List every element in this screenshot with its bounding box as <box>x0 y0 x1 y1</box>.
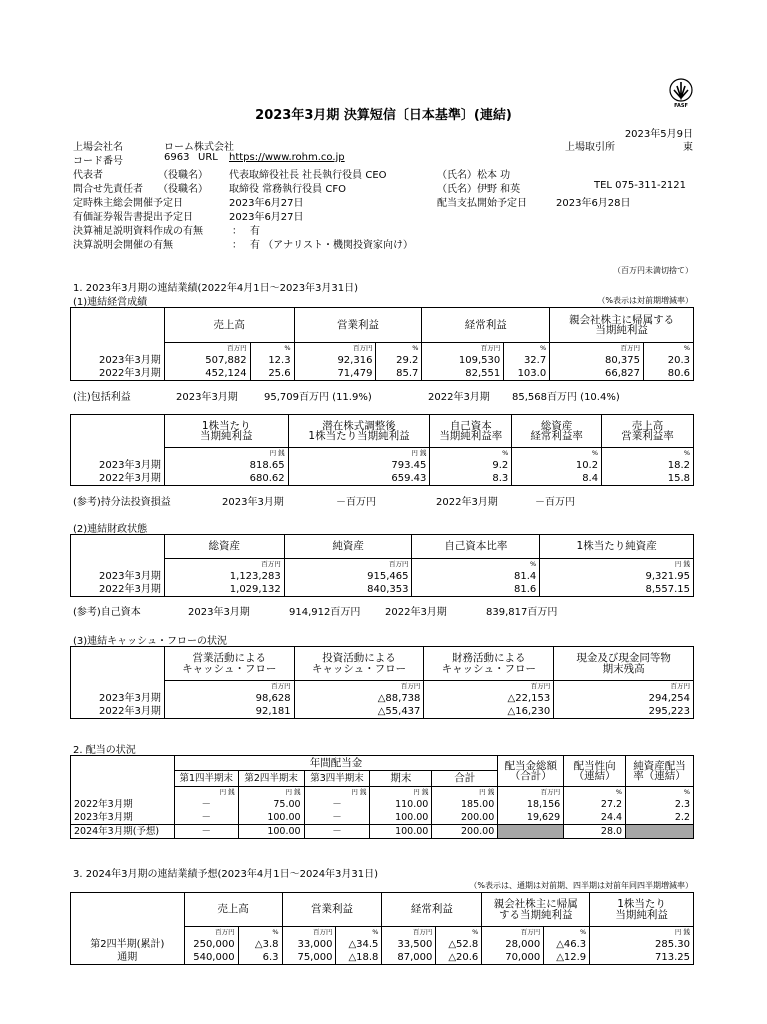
section4-title: 2. 配当の状況 <box>73 745 136 756</box>
table-cell: 百万円 <box>184 927 238 939</box>
table-row <box>71 354 694 367</box>
dividends-table <box>70 755 694 839</box>
contact-tel: TEL 075-311-2121 <box>594 180 687 191</box>
table-cell: 2022年3月期 <box>71 583 165 597</box>
col-year-end: 期末 <box>370 771 432 787</box>
table-cell: 200.00 <box>432 811 498 825</box>
table-cell: % <box>602 448 694 460</box>
table-cell: 15.8 <box>602 472 694 486</box>
table-cell: 98,628 <box>164 692 294 705</box>
table-row <box>71 570 694 583</box>
table-cell: 82,551 <box>422 367 504 381</box>
col-diluted-eps: 潜在株式調整後 1株当たり当期純利益 <box>288 415 430 448</box>
table-cell: － <box>174 798 238 811</box>
table-cell: 109,530 <box>422 354 504 367</box>
table-cell: △52.8 <box>436 938 482 951</box>
table-cell <box>71 559 165 571</box>
section1-note: （%表示は対前期増減率） <box>597 296 693 305</box>
col-operating-cf: 営業活動による キャッシュ・フロー <box>164 647 294 681</box>
table-cell: 2023年3月期 <box>71 692 165 705</box>
col-net-assets: 純資産 <box>284 535 412 559</box>
table-cell: 百万円 <box>498 787 564 799</box>
table-cell: 28.0 <box>564 825 626 839</box>
rep-label: 代表者 <box>73 170 103 181</box>
table-cell <box>71 787 175 799</box>
table-row <box>71 415 694 448</box>
section2-title: (2)連結財政状態 <box>73 524 148 535</box>
company-label: 上場会社名 <box>73 142 123 153</box>
table-cell: 915,465 <box>284 570 412 583</box>
table-cell: 2.3 <box>626 798 694 811</box>
table-cell: 80,375 <box>550 354 644 367</box>
table-cell <box>71 893 185 927</box>
table-cell: 百万円 <box>164 559 284 571</box>
table-cell: 540,000 <box>184 951 238 965</box>
table-cell: 29.2 <box>376 354 422 367</box>
annual-dividend-header: 年間配当金 <box>174 756 497 771</box>
table-cell: △34.5 <box>336 938 382 951</box>
table-row <box>71 583 694 597</box>
table-row <box>71 367 694 381</box>
table-cell: 円 銭 <box>432 787 498 799</box>
table-row <box>71 472 694 486</box>
table-cell: 百万円 <box>422 343 504 355</box>
report-date: 2023年5月9日 <box>624 129 693 140</box>
col-fc-eps: 1株当たり 当期純利益 <box>590 893 694 927</box>
table-cell: 円 銭 <box>288 448 430 460</box>
section5-note: （%表示は、通期は対前期、四半期は対前年同四半期増減率） <box>469 881 693 890</box>
table-cell: 6.3 <box>238 951 282 965</box>
contact-title: 取締役 常務執行役員 CFO <box>229 184 346 195</box>
exchange-label: 上場取引所 <box>565 142 615 153</box>
supp-colon: ： <box>232 226 242 237</box>
table-cell: － <box>304 825 370 839</box>
table-row <box>71 343 694 355</box>
url-label: URL <box>198 152 218 163</box>
table-row <box>71 798 694 811</box>
table-cell: 100.00 <box>238 811 304 825</box>
col-equity-ratio: 自己資本比率 <box>412 535 540 559</box>
table-row <box>71 308 694 343</box>
table-cell: 第2四半期(累計) <box>71 938 185 951</box>
table-cell <box>71 535 165 559</box>
comprehensive-income-label: (注)包括利益 <box>73 392 131 403</box>
table-cell: － <box>304 798 370 811</box>
table-cell: 294,254 <box>554 692 694 705</box>
table-cell: 92,181 <box>164 705 294 719</box>
table-row <box>71 705 694 719</box>
table-cell: 713.25 <box>590 951 694 965</box>
table-cell: 33,500 <box>382 938 436 951</box>
equity-method-label: (参考)持分法投資損益 <box>73 497 171 508</box>
col-payout-ratio: 配当性向 （連結） <box>564 756 626 787</box>
col-fc-sales: 売上高 <box>184 893 282 927</box>
table-cell: 818.65 <box>164 459 288 472</box>
table-cell: 100.00 <box>238 825 304 839</box>
table-cell: － <box>174 811 238 825</box>
comp-year2: 2022年3月期 <box>428 392 490 403</box>
table-cell <box>626 825 694 839</box>
agm-label: 定時株主総会開催予定日 <box>73 198 183 209</box>
table-cell: 100.00 <box>370 811 432 825</box>
table-row <box>71 927 694 939</box>
own-capital-year1: 2023年3月期 <box>188 607 250 618</box>
table-cell: 452,124 <box>164 367 250 381</box>
supp-value: 有 <box>250 226 260 237</box>
financial-position-table <box>70 534 694 597</box>
own-capital-value2: 839,817百万円 <box>486 607 558 618</box>
table-cell: 793.45 <box>288 459 430 472</box>
meeting-value: 有 （アナリスト・機関投資家向け） <box>250 240 413 251</box>
table-cell: 百万円 <box>294 343 376 355</box>
col-sales: 売上高 <box>164 308 294 343</box>
table-row <box>71 535 694 559</box>
table-cell: 百万円 <box>550 343 644 355</box>
table-row <box>71 559 694 571</box>
table-cell: △18.8 <box>336 951 382 965</box>
table-cell: 75,000 <box>282 951 336 965</box>
table-cell <box>71 343 165 355</box>
table-cell: % <box>430 448 512 460</box>
own-capital-year2: 2022年3月期 <box>385 607 447 618</box>
table-cell: 85.7 <box>376 367 422 381</box>
table-cell: 75.00 <box>238 798 304 811</box>
col-q3: 第3四半期末 <box>304 771 370 787</box>
table-cell: 680.62 <box>164 472 288 486</box>
table-cell: % <box>412 559 540 571</box>
table-cell: 507,882 <box>164 354 250 367</box>
page-title: 2023年3月期 決算短信〔日本基準〕(連結) <box>255 108 512 123</box>
col-ordinary-income: 経常利益 <box>422 308 550 343</box>
table-cell: 20.3 <box>644 354 694 367</box>
table-cell: △16,230 <box>424 705 554 719</box>
table-cell: 百万円 <box>382 927 436 939</box>
table-cell: 19,629 <box>498 811 564 825</box>
table-row <box>71 756 694 771</box>
code-label: コード番号 <box>73 156 123 167</box>
table-cell: % <box>644 343 694 355</box>
col-financing-cf: 財務活動による キャッシュ・フロー <box>424 647 554 681</box>
col-net-income: 親会社株主に帰属する 当期純利益 <box>550 308 694 343</box>
exchange-value: 東 <box>683 142 693 153</box>
comp-value2: 85,568百万円 (10.4%) <box>512 392 620 403</box>
table-cell <box>71 415 165 448</box>
table-cell: 24.4 <box>564 811 626 825</box>
table-cell: % <box>512 448 602 460</box>
col-fc-op-income: 営業利益 <box>282 893 382 927</box>
table-cell: 百万円 <box>482 927 544 939</box>
col-q1: 第1四半期末 <box>174 771 238 787</box>
table-row <box>71 459 694 472</box>
table-cell: 103.0 <box>504 367 550 381</box>
table-cell: 87,000 <box>382 951 436 965</box>
table-cell: 円 銭 <box>370 787 432 799</box>
table-cell: 18.2 <box>602 459 694 472</box>
table-row <box>71 825 694 839</box>
div-start-label: 配当支払開始予定日 <box>437 198 527 209</box>
operating-results-table <box>70 307 694 381</box>
table-cell: 33,000 <box>282 938 336 951</box>
table-cell: % <box>436 927 482 939</box>
table-cell: 円 銭 <box>238 787 304 799</box>
div-start-date: 2023年6月28日 <box>556 198 631 209</box>
table-cell <box>71 681 165 693</box>
col-op-income: 営業利益 <box>294 308 422 343</box>
table-cell: 81.4 <box>412 570 540 583</box>
table-cell: 円 銭 <box>540 559 694 571</box>
equity-value1: －百万円 <box>336 497 376 508</box>
col-investing-cf: 投資活動による キャッシュ・フロー <box>294 647 424 681</box>
svg-text:FASF: FASF <box>674 103 688 108</box>
section5-title: 3. 2024年3月期の連結業績予想(2023年4月1日～2024年3月31日) <box>73 869 379 880</box>
forecast-table <box>70 892 694 965</box>
table-cell: 18,156 <box>498 798 564 811</box>
table-cell: 9.2 <box>430 459 512 472</box>
rep-name-label: （氏名） <box>437 170 477 181</box>
supp-label: 決算補足説明資料作成の有無 <box>73 226 203 237</box>
table-cell: △3.8 <box>238 938 282 951</box>
own-capital-label: (参考)自己資本 <box>73 607 141 618</box>
comp-value1: 95,709百万円 (11.9%) <box>264 392 372 403</box>
per-share-table <box>70 414 694 486</box>
table-cell: △12.9 <box>544 951 590 965</box>
table-row <box>71 681 694 693</box>
table-cell: 25.6 <box>250 367 294 381</box>
table-cell: 百万円 <box>424 681 554 693</box>
table-cell <box>71 448 165 460</box>
table-cell: 2024年3月期(予想) <box>71 825 175 839</box>
col-total-assets: 総資産 <box>164 535 284 559</box>
table-cell: 185.00 <box>432 798 498 811</box>
table-cell: 2023年3月期 <box>71 570 165 583</box>
table-cell: 百万円 <box>164 681 294 693</box>
table-cell: % <box>250 343 294 355</box>
table-cell: % <box>336 927 382 939</box>
meeting-colon: ： <box>232 240 242 251</box>
table-cell: 円 銭 <box>164 448 288 460</box>
table-cell: 1,123,283 <box>164 570 284 583</box>
table-cell: 百万円 <box>284 559 412 571</box>
contact-name: 伊野 和英 <box>477 184 521 195</box>
table-cell: 8,557.15 <box>540 583 694 597</box>
table-cell: % <box>544 927 590 939</box>
rep-title-label: （役職名） <box>158 170 208 181</box>
table-cell: 円 銭 <box>174 787 238 799</box>
table-cell: 円 銭 <box>590 927 694 939</box>
col-total-dividend: 配当金総額 （合計） <box>498 756 564 787</box>
table-cell <box>498 825 564 839</box>
equity-year1: 2023年3月期 <box>222 497 284 508</box>
table-row <box>71 811 694 825</box>
col-roa: 総資産 経常利益率 <box>512 415 602 448</box>
col-roe: 自己資本 当期純利益率 <box>430 415 512 448</box>
section1-sub: (1)連結経営成績 <box>73 297 148 308</box>
table-cell: 2023年3月期 <box>71 811 175 825</box>
table-cell <box>71 308 165 343</box>
table-cell: 71,479 <box>294 367 376 381</box>
table-cell: 2022年3月期 <box>71 367 165 381</box>
code-value: 6963 <box>164 152 190 163</box>
table-cell: － <box>174 825 238 839</box>
meeting-label: 決算説明会開催の有無 <box>73 240 173 251</box>
table-cell: 8.3 <box>430 472 512 486</box>
company-name: ローム株式会社 <box>164 142 234 153</box>
table-cell: △55,437 <box>294 705 424 719</box>
table-cell: △22,153 <box>424 692 554 705</box>
table-cell: 285.30 <box>590 938 694 951</box>
table-cell: 250,000 <box>184 938 238 951</box>
equity-year2: 2022年3月期 <box>436 497 498 508</box>
col-eps: 1株当たり 当期純利益 <box>164 415 288 448</box>
table-cell: 百万円 <box>294 681 424 693</box>
table-cell: 12.3 <box>250 354 294 367</box>
rep-title: 代表取締役社長 社長執行役員 CEO <box>229 170 387 181</box>
table-cell: % <box>564 787 626 799</box>
table-cell: 32.7 <box>504 354 550 367</box>
table-cell <box>71 771 175 787</box>
table-cell: 円 銭 <box>304 787 370 799</box>
table-row <box>71 938 694 951</box>
unit-note: （百万円未満切捨て） <box>613 266 693 275</box>
company-url-link[interactable]: https://www.rohm.co.jp <box>229 152 345 163</box>
table-cell: 2023年3月期 <box>71 459 165 472</box>
table-cell: 2023年3月期 <box>71 354 165 367</box>
report-filing-date: 2023年6月27日 <box>229 212 304 223</box>
table-row <box>71 692 694 705</box>
col-fc-net-income: 親会社株主に帰属 する当期純利益 <box>482 893 590 927</box>
col-total: 合計 <box>432 771 498 787</box>
table-cell: － <box>304 811 370 825</box>
table-cell: 27.2 <box>564 798 626 811</box>
contact-name-label: （氏名） <box>437 184 477 195</box>
equity-value2: －百万円 <box>535 497 575 508</box>
table-cell: 百万円 <box>282 927 336 939</box>
table-cell: 66,827 <box>550 367 644 381</box>
rep-name: 松本 功 <box>477 170 511 181</box>
table-cell: 1,029,132 <box>164 583 284 597</box>
table-cell <box>71 647 165 681</box>
table-cell: % <box>504 343 550 355</box>
section1-title: 1. 2023年3月期の連結業績(2022年4月1日～2023年3月31日) <box>73 283 359 294</box>
col-dividend-on-equity: 純資産配当 率（連結） <box>626 756 694 787</box>
table-cell: 100.00 <box>370 825 432 839</box>
table-cell <box>71 927 185 939</box>
cash-flow-table <box>70 646 694 719</box>
table-cell: 8.4 <box>512 472 602 486</box>
contact-title-label: （役職名） <box>158 184 208 195</box>
table-cell: △46.3 <box>544 938 590 951</box>
agm-date: 2023年6月27日 <box>229 198 304 209</box>
table-row <box>71 893 694 927</box>
table-cell: 80.6 <box>644 367 694 381</box>
table-cell: 81.6 <box>412 583 540 597</box>
table-row <box>71 647 694 681</box>
col-fc-ordinary-income: 経常利益 <box>382 893 482 927</box>
table-row <box>71 787 694 799</box>
table-cell: % <box>238 927 282 939</box>
col-bps: 1株当たり純資産 <box>540 535 694 559</box>
table-cell: 70,000 <box>482 951 544 965</box>
comp-year1: 2023年3月期 <box>176 392 238 403</box>
table-row <box>71 448 694 460</box>
table-cell <box>71 756 175 771</box>
table-cell: % <box>376 343 422 355</box>
col-cash-end: 現金及び現金同等物 期末残高 <box>554 647 694 681</box>
table-cell: 百万円 <box>554 681 694 693</box>
table-cell: 200.00 <box>432 825 498 839</box>
table-cell: 2.2 <box>626 811 694 825</box>
table-cell: △88,738 <box>294 692 424 705</box>
table-cell: 9,321.95 <box>540 570 694 583</box>
table-cell: 百万円 <box>164 343 250 355</box>
table-cell: 2022年3月期 <box>71 798 175 811</box>
contact-label: 問合せ先責任者 <box>73 184 143 195</box>
table-cell: 10.2 <box>512 459 602 472</box>
table-cell: 110.00 <box>370 798 432 811</box>
col-q2: 第2四半期末 <box>238 771 304 787</box>
table-cell: 28,000 <box>482 938 544 951</box>
table-cell: % <box>626 787 694 799</box>
table-cell: 840,353 <box>284 583 412 597</box>
table-cell: 2022年3月期 <box>71 705 165 719</box>
col-op-margin: 売上高 営業利益率 <box>602 415 694 448</box>
table-cell: △20.6 <box>436 951 482 965</box>
table-cell: 295,223 <box>554 705 694 719</box>
section3-title: (3)連結キャッシュ・フローの状況 <box>73 636 227 647</box>
table-cell: 通期 <box>71 951 185 965</box>
own-capital-value1: 914,912百万円 <box>289 607 361 618</box>
table-cell: 92,316 <box>294 354 376 367</box>
table-cell: 2022年3月期 <box>71 472 165 486</box>
table-row <box>71 951 694 965</box>
table-cell: 659.43 <box>288 472 430 486</box>
report-label: 有価証券報告書提出予定日 <box>73 212 193 223</box>
